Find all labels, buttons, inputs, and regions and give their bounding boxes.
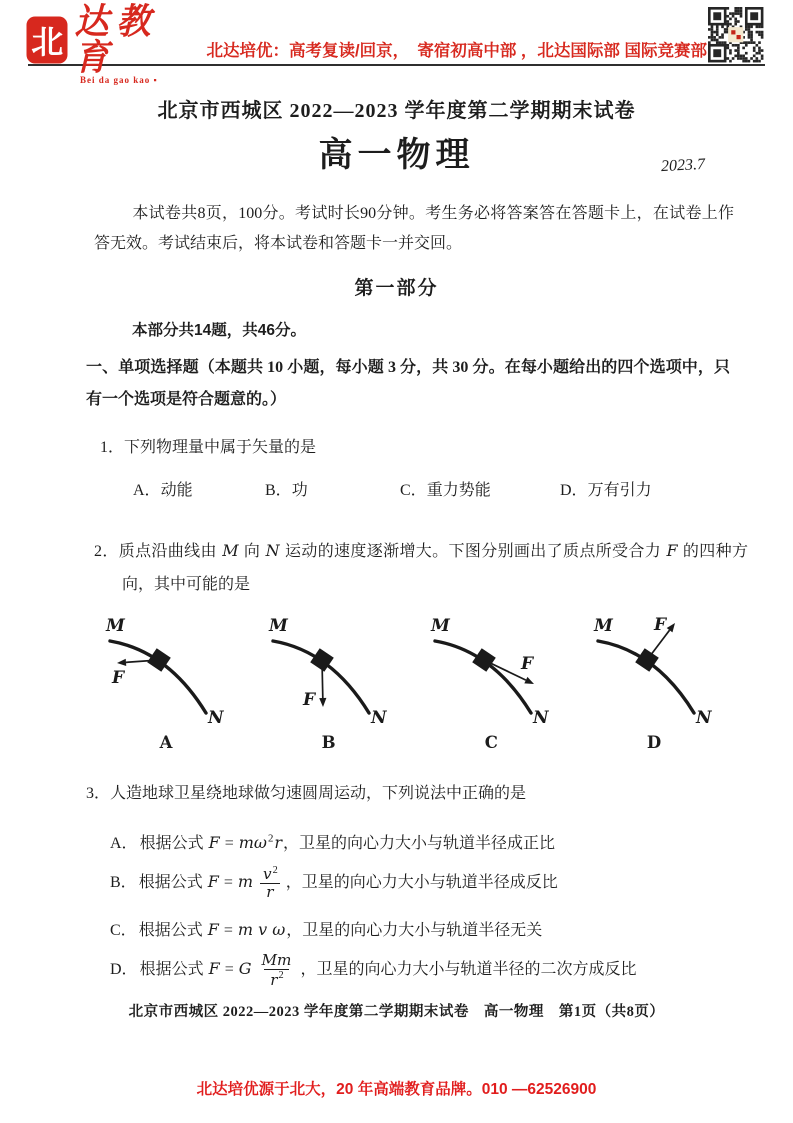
qr-code-icon (707, 6, 765, 64)
question-2-stem (94, 534, 748, 601)
svg-text:N: N (695, 708, 712, 728)
question-1-number: 1． (100, 439, 125, 456)
option-1b-text: 功 (291, 482, 308, 499)
svg-text:F: F (521, 654, 534, 674)
option-3b-text: 根据公式 F = m $\frac{v^2}{r}$ ，卫星的向心力大小与轨道半径成反比 (138, 865, 558, 902)
option-1d-text: 万有引力 (587, 482, 652, 499)
svg-text:F: F (112, 668, 125, 688)
force-diagram-b-figure (259, 611, 409, 729)
question-3-number: 3． (86, 785, 111, 802)
option-3b (110, 865, 730, 901)
svg-text:M: M (593, 616, 613, 636)
question-3-text: 人造地球卫星绕地球做匀速圆周运动，下列说法中正确的是 (110, 785, 527, 802)
logo-row (28, 1, 184, 79)
question-3 (86, 778, 793, 989)
option-1a-text: 动能 (160, 482, 193, 499)
option-1d (560, 477, 652, 500)
option-1d-label: D． (560, 482, 588, 499)
option-3a (110, 826, 730, 857)
question-1-stem (100, 432, 793, 464)
option-3b-label: B． (110, 874, 137, 892)
svg-text:F: F (302, 690, 315, 710)
force-diagram-a-figure (96, 611, 246, 729)
part1-heading: 第一部分 (354, 278, 439, 299)
force-diagram-a (96, 611, 246, 752)
subject-title-row (0, 129, 793, 181)
promo-footer: 北达培优源于北大，20 年高端教育品牌。010 —62526900 (196, 1081, 597, 1098)
svg-text:M: M (106, 616, 125, 636)
force-diagram-b-label: B (321, 733, 336, 752)
header-tagline: 北达培优：高考复读/回京， 寄宿初高中部 ，北达国际部 国际竞赛部 (206, 42, 707, 60)
logo-brand-text: 达教育 (74, 1, 159, 79)
force-diagram-d-label: D (646, 733, 662, 752)
force-diagram-a-label: A (159, 733, 173, 752)
svg-text:M: M (431, 616, 451, 636)
logo-subtext: Bei da gao kao ▪ (80, 75, 158, 85)
svg-text:N: N (370, 708, 387, 728)
svg-text:M: M (268, 616, 288, 636)
force-diagram-c (421, 611, 571, 752)
force-diagram-b (259, 611, 409, 752)
logo-mark: 北 (28, 18, 66, 62)
svg-text:N: N (208, 708, 224, 728)
brand-logo (28, 1, 184, 85)
option-3c (110, 917, 730, 944)
option-3d (110, 952, 730, 988)
page-footer: 北京市西城区 2022—2023 学年度第二学期期末试卷 高一物理 第1页（共8页） (128, 1004, 665, 1020)
exam-date: 2023.7 (660, 155, 706, 176)
exam-instructions: 本试卷共8页，100分。考试时长90分钟。考生务必将答案答在答题卡上，在试卷上作答无效。考试结束后，将本试卷和答题卡一并交回。 (94, 205, 734, 252)
option-1c (400, 477, 560, 500)
exam-title: 北京市西城区 2022—2023 学年度第二学期期末试卷 (157, 100, 636, 122)
option-1b-label: B． (265, 482, 292, 499)
question-1-text: 下列物理量中属于矢量的是 (124, 439, 317, 456)
part1-note: 本部分共14题，共46分。 (132, 322, 306, 339)
force-diagram-c-figure (421, 611, 571, 729)
option-1a (133, 477, 265, 500)
question-2-diagrams (96, 611, 734, 752)
section1-heading (86, 352, 730, 416)
question-1-options (133, 477, 793, 500)
option-3d-label: D． (110, 961, 138, 979)
option-1a-label: A． (133, 482, 161, 499)
question-2 (94, 534, 793, 752)
option-3a-text: 根据公式 $F = m\omega^2r$，卫星的向心力大小与轨道半径成正比 (139, 833, 556, 853)
header (28, 0, 765, 85)
force-diagram-d (584, 611, 734, 752)
subject-title: 高一物理 (318, 136, 475, 174)
question-1 (100, 432, 793, 500)
option-3a-label: A． (110, 835, 138, 853)
svg-text:N: N (533, 708, 549, 728)
section1-label: 一、单项选择题 (86, 359, 199, 376)
question-2-number: 2． (94, 543, 119, 560)
section1-desc: （本题共 10 小题，每小题 3 分，共 30 分。在每小题给出的四个选项中，只有一个选项是符合题意的。） (86, 359, 730, 408)
force-diagram-c-label: C (484, 733, 498, 752)
option-3c-text: 根据公式 F = m v ω，卫星的向心力大小与轨道半径无关 (138, 920, 543, 940)
question-2-text: 质点沿曲线由 M 向 N 运动的速度逐渐增大。下图分别画出了质点所受合力 F 的四种方向，其中可能的是 (118, 541, 748, 593)
option-1b (265, 477, 400, 500)
option-3d-text: 根据公式 F = G $\frac{Mm}{r^2}$ ，卫星的向心力大小与轨道半径的二次方成反比 (139, 951, 637, 989)
question-3-stem (86, 778, 793, 810)
option-1c-label: C． (400, 482, 427, 499)
svg-text:F: F (653, 615, 667, 635)
option-3c-label: C． (110, 922, 137, 940)
option-1c-text: 重力势能 (426, 482, 491, 499)
force-diagram-d-figure (584, 611, 734, 729)
